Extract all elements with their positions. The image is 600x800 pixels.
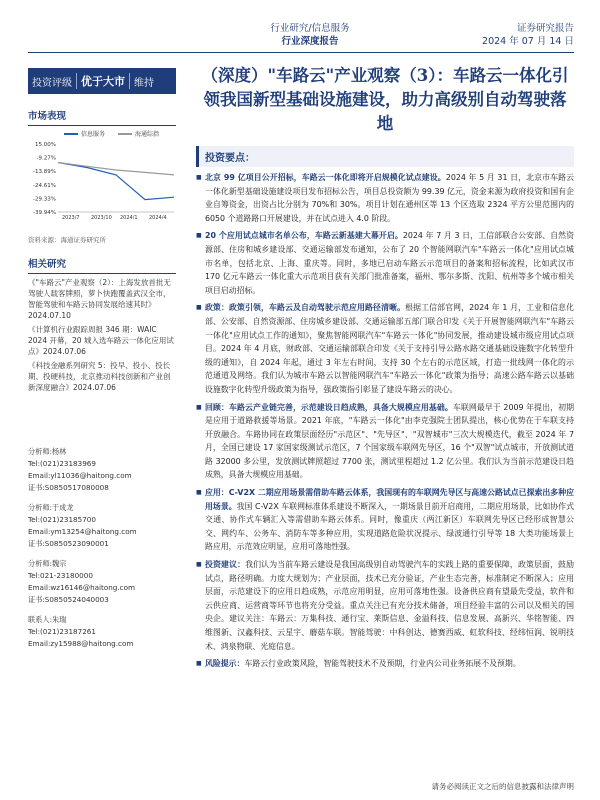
header-brand: 证券研究报告 (516, 23, 574, 34)
header-report-type: 行业深度报告 (281, 36, 339, 47)
market-divider (28, 125, 176, 126)
header-divider (28, 52, 574, 53)
y-tick-label: -13.89% (33, 169, 56, 176)
key-point (196, 558, 574, 653)
header-date: 2024 年 07 月 14 日 (482, 36, 574, 47)
legend-label: 信息服务 (81, 131, 106, 138)
contact-tel: Tel:(021)23187261 (28, 627, 96, 636)
related-item[interactable]: 《科技金融系列研究 5：投早、投小、投长期、投硬科技，北京推动科技创新和产业创新深度融合》2024.07.06 (28, 361, 171, 392)
related-divider (28, 273, 176, 274)
analyst-tel: Tel:021-23180000 (28, 571, 93, 580)
y-tick-label: 15.00% (35, 142, 56, 148)
related-item[interactable]: 《计算机行业跟踪周报 346 期：WAIC 2024 开幕，20 城入选车路云一体化应用试点》2024.07.06 (28, 325, 174, 356)
header-category: 行业研究/信息服务 (270, 23, 350, 34)
key-point-body: 2024 年 5 月 31 日，北京市车路云一体化新型基础设施建设项目发布招标公告，项目总投资额为 99.39 亿元，资金来源为政府投资和国有企业自筹资金，出资占比分别为 70%和 30%。项目计划在通州区等 13 个区选取 2324 平方公里范围内的 6050 个道路路口开展建设，并在试点进入 4.0 阶段。 (205, 173, 575, 223)
y-tick-label: -29.33% (33, 196, 56, 203)
analyst-tel: Tel:(021)23183969 (28, 459, 96, 468)
main-column (196, 64, 574, 671)
analyst-cert: 证书:S0850517080008 (28, 483, 109, 492)
key-point-head: 风险提示： (205, 659, 245, 669)
analyst-cert: 证书:S0850523090001 (28, 539, 109, 548)
key-point-head: 20 个应用试点城市名单公布，车路云新基建大幕开启。 (205, 231, 403, 241)
analyst-email[interactable]: Email:ym13254@haitong.com (28, 527, 137, 536)
key-points-title: 投资要点： (196, 146, 574, 167)
analyst-list (28, 446, 176, 650)
related-research (28, 256, 176, 393)
key-point (196, 401, 574, 483)
x-tick-label: 2024/1 (120, 215, 138, 221)
key-point-head: 政策：政策引领，车路云及自动驾驶示范应用路径清晰。 (205, 303, 406, 313)
chart-source: 资料来源：海通证券研究所 (28, 236, 106, 244)
key-point-body: 我们认为当前车路云建设是我国高级别自动驾驶汽车的实践上路的重要保障，政策层面，鼓励试点，路径明确。力度大规划为；产业层面，技术已充分验证，产业生态完善，标准制定不断深入；应用层面，示范建设下的应用日趋成熟，示范应用明显，应用可落地性强。设备供应商有望最先受益，软件和云供应商、运营商等环节也将充分受益。重点关注已有充分技术储备，项目经验丰富的公司以及相关的国央企。建议关注：车路云：万集科技、通行宝、莱斯信息、金溢科技、信息发展、高新兴、华铭智能、四维图新、汉鑫科技、云星宇、蘑菇车联。智能驾驶：中科创达、德赛西威、虹软科技、经纬恒润、锐明技术、鸿泉物联、光庭信息。 (205, 560, 574, 651)
series-line (58, 163, 174, 175)
market-chart (28, 128, 176, 244)
key-point-head: 投资建议： (205, 560, 246, 570)
key-point-body: 2024 年 7 月 3 日，工信部联合公安部、自然资源部、住房和城乡建设部、交通运输部发布通知，公布了 20 个智能网联汽车"车路云一体化"应用试点城市名单，包括北京、上海、重庆等。同时，多地已启动车路云示范项目的备案和招标流程，比如武汉市 170 亿元车路云一体化重大示范项目获有关部门批准备案，福州、鄂尔多斯、沈阳、杭州等多个城市相关项目启动招标。 (205, 231, 574, 295)
key-point-head: 回顾：车路云产业链完善，示范建设日趋成熟，具备大规模应用基础。 (205, 402, 453, 412)
rating-label: 投资评级 (32, 77, 72, 89)
analyst-name: 分析师:杨林 (28, 447, 67, 456)
key-point (196, 301, 574, 396)
series-line (58, 163, 174, 200)
header-center (255, 22, 365, 48)
key-point-body: 我国 C-V2X 车联网标准体系建设不断深入，一期场景目前开启商用，二期应用场景，比如协作式交通、协作式车辆汇入等需借助车路云体系。同时，像重庆（两江新区）车联网先导区已经形成智慧公交、网约车、公务车、消防车等多种应用，实现道路危险状况提示、绿波通行引导等 18 大类功能场景上路应用，示范效应明显，应用可落地性强。 (205, 501, 574, 552)
left-column (28, 68, 176, 393)
y-tick-label: -24.61% (33, 182, 56, 189)
related-item[interactable]: 《"车路云"产业观察（2）：上海发放首批无驾驶人载客牌照，萝卜快跑覆盖武汉全市，智能驾驶和车路云协同发展给速其时》2024.07.10 (28, 278, 171, 320)
key-point (196, 486, 574, 554)
rating-value: 优于大市 (81, 75, 125, 88)
y-tick-label: -9.27% (36, 155, 56, 162)
key-point (196, 657, 574, 671)
analyst-tel: Tel:(021)23185700 (28, 515, 96, 524)
market-chart-svg (28, 128, 176, 228)
key-point-body: 根据工信部官网，2024 年 1 月，工业和信息化部、公安部、自然资源部、住房城乡建设部、交通运输部五部门联合印发《关于开展智能网联汽车"车路云一体化"应用试点工作的通知》，聚焦智能网联汽车"车路云一体化"协同发展，推动建设城市级应用试点项目。2024 年 4 月底，财政部、交通运输部联合印发《关于支持引导公路水路交通基础设施数字化转型升级的通知》，自 2024 年起，通过 3 年左右时间，支持 30 个左右的示范区域，打造一批线网一体化的示范通道及网络。我们认为城市车路云以智能网联汽车"车路云一体化"政策为指导；高速公路车路云以基础设施数字化转型升级政策为指导，强政策指引彰显了建设车路云的决心。 (205, 303, 574, 394)
analyst-name: 分析师:于成龙 (28, 503, 74, 512)
related-title: 相关研究 (28, 259, 67, 270)
header-right (482, 22, 574, 48)
key-point-head: 北京 99 亿项目公开招标，车路云一体化即将开启规模化试点建设。 (205, 173, 446, 182)
y-tick-label: -39.94% (33, 210, 56, 216)
legend-label: 海通综指 (135, 131, 160, 138)
key-point-body: 车路云行业政策风险，智能驾驶技术不及预期，行业内公司业务拓展不及预期。 (244, 659, 521, 669)
analyst-cert: 证书:S0850524040003 (28, 595, 109, 604)
x-tick-label: 2023/10 (91, 215, 112, 221)
analyst-email[interactable]: Email:yl11036@haitong.com (28, 471, 132, 480)
x-tick-label: 2024/4 (149, 215, 167, 221)
key-point (196, 171, 574, 225)
analyst-email[interactable]: Email:wz16146@haitong.com (28, 583, 135, 592)
contact-name: 联系人:朱瑞 (28, 615, 67, 624)
footer-disclaimer: 请务必阅读正文之后的信息披露和法律声明 (431, 782, 574, 791)
key-point (196, 229, 574, 297)
rating-change: 维持 (134, 77, 154, 89)
key-point-body: 车联网最早于 2009 年提出，初期是应用于道路救援等场景。2021 年底，"车路云一体化"由李克强院士团队提出，核心优势在于车联支持开放融合。车路协同在政策层面经历"示范区"、"先导区"、"双智城市"三次大规模迭代，截至 2024 年 7 月，全国已建设 17 家国家级测试示范区，7 个国家级车联网先导区，16 个"双智"试点城市，开放测试道路 32000 多公里，发放测试牌照超过 7700 张，测试里程超过 1.2 亿公里。我们认为当前示范建设日趋成熟，具备大规模应用基础。 (205, 402, 574, 480)
market-title: 市场表现 (28, 111, 67, 122)
key-point-head: 应用：C-V2X 二期应用场景需借助车路云体系，我国现有的车联网先导区与高速公路试点已探索出多种应用场景。 (205, 488, 574, 511)
rating-bar (28, 68, 176, 94)
x-tick-label: 2023/7 (62, 215, 80, 221)
report-title: （深度）"车路云"产业观察（3）：车路云一体化引领我国新型基础设施建设，助力高级别自动驾驶落地 (201, 66, 569, 133)
contact-email[interactable]: Email:zy15988@haitong.com (28, 639, 134, 648)
analyst-name: 分析师:魏宗 (28, 559, 67, 568)
